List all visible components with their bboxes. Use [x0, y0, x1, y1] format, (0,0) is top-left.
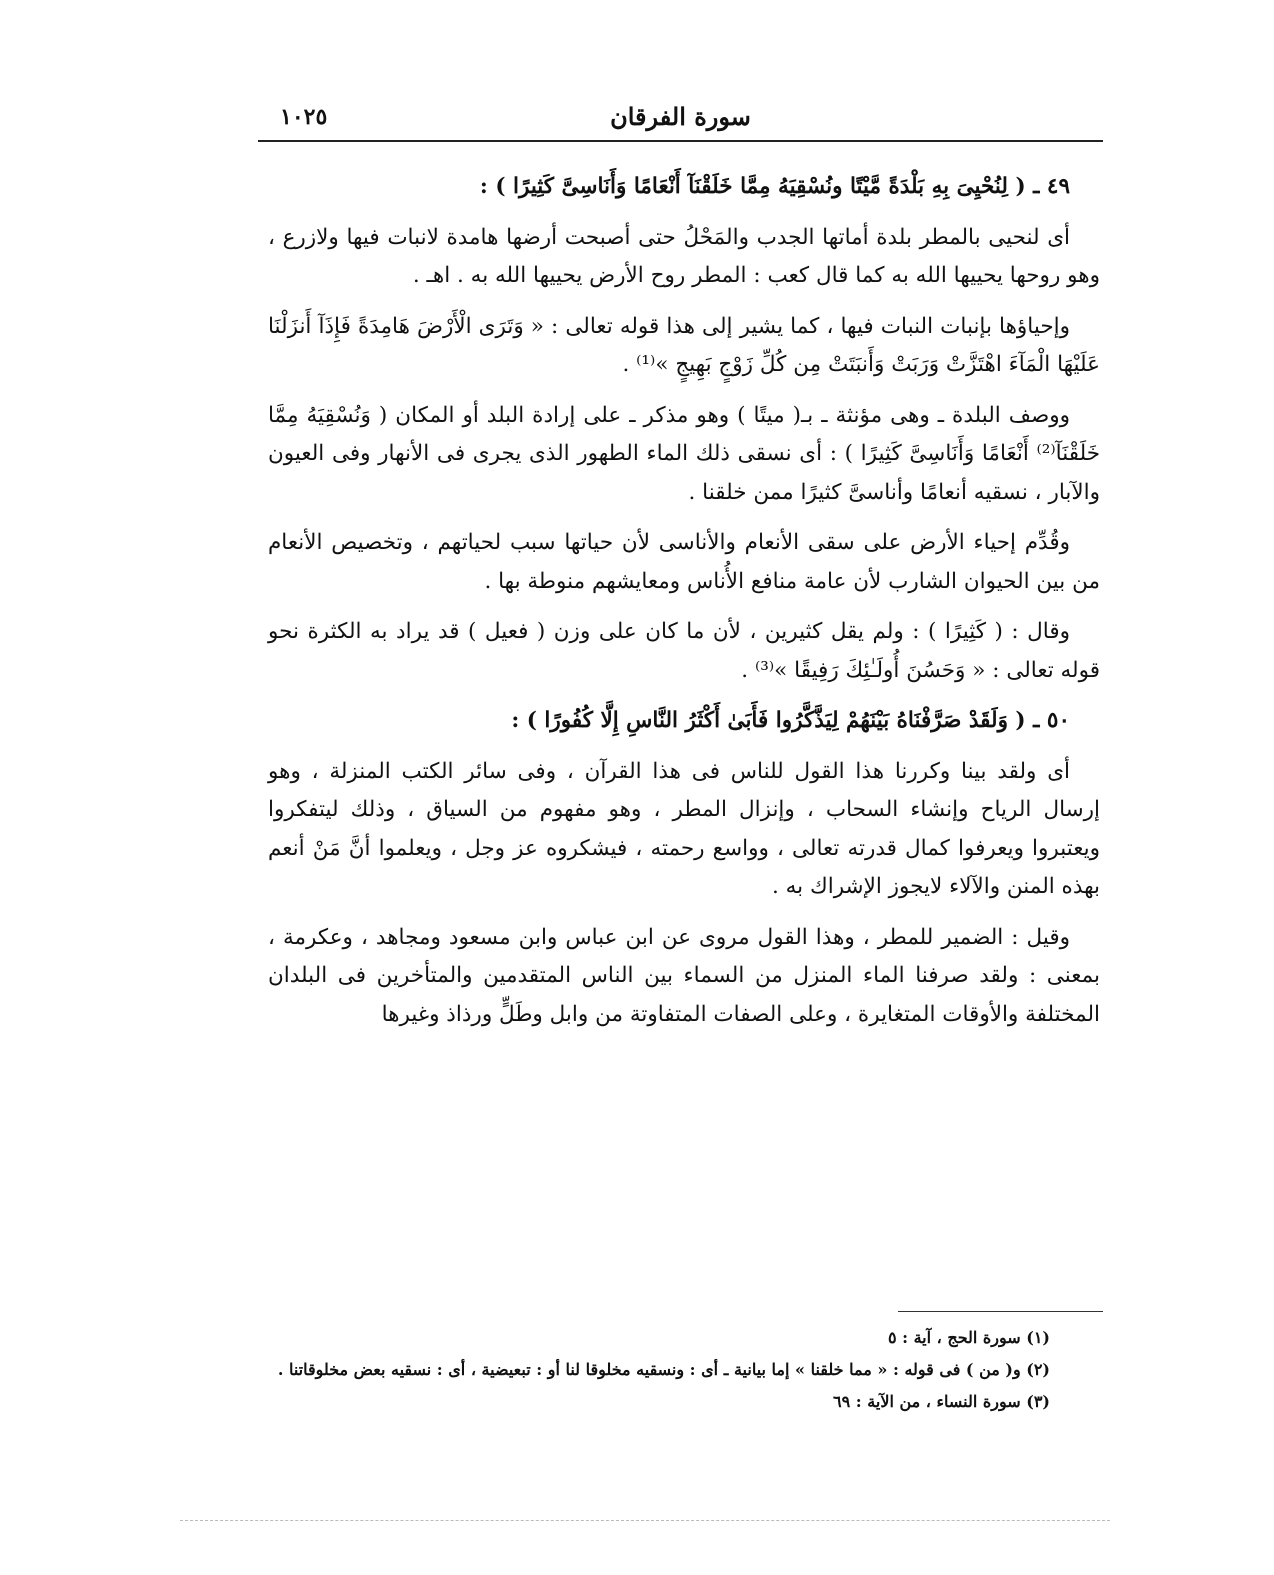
paragraph-5: وقال : ( كَثِيرًا ) : ولم يقل كثيرين ، لأن ما كان على وزن ( فعيل ) قد يراد به الكثرة نحو قوله تعالى : « وَحَسُنَ أُولَـٰئِكَ رَفِيقًا »⁽³⁾ .	[268, 619, 1100, 683]
verse-50-heading: ٥٠ ـ ( وَلَقَدْ صَرَّفْنَاهُ بَيْنَهُمْ لِيَذَّكَّرُوا فَأَبَىٰ أَكْثَرُ النَّاسِ إِلَّا كُفُورًا ) :	[511, 708, 1070, 733]
surah-title: سورة الفرقان	[610, 102, 751, 131]
footnote-2: (٢) و( من ) فى قوله : « مما خلقنا » إما بيانية ـ أى : ونسقيه مخلوقا لنا أو : تبعيضية ، أى : نسقيه بعض مخلوقاتنا .	[277, 1360, 1050, 1379]
footnote-divider	[898, 1311, 1103, 1312]
page-body	[268, 168, 1100, 1046]
verse-49-heading: ٤٩ ـ ( لِنُحْيِىَ بِهِ بَلْدَةً مَّيْتًا ونُسْقِيَهُ مِمَّا خَلَقْنَآ أَنْعَامًا وَأَنَاسِىَّ كَثِيرًا ) :	[479, 174, 1070, 199]
header-divider	[258, 140, 1103, 142]
paragraph-4: وقُدِّم إحياء الأرض على سقى الأنعام والأناسى لأن حياتها سبب لحياتهم ، وتخصيص الأنعام من بين الحيوان الشارب لأن عامة منافع الأُناس ومعايشهم منوطة بها .	[268, 530, 1100, 594]
paragraph-1: أى لنحيى بالمطر بلدة أماتها الجدب والمَحْلُ حتى أصبحت أرضها هامدة لانبات فيها ولازرع ، وهو روحها يحييها الله به كما قال كعب : المطر روح الأرض يحييها الله به . اهـ .	[268, 224, 1100, 288]
paragraph-7: أى ولقد بينا وكررنا هذا القول للناس فى هذا القرآن ، وفى سائر الكتب المنزلة ، وهو إرسال الرياح وإنشاء السحاب ، وإنزال المطر ، وهو مفهوم من السياق ، وذلك ليتفكروا ويعتبروا ويعرفوا كمال قدرته تعالى ، وواسع رحمته ، فيشكروه عز وجل ، ويعلموا أنَّ مَنْ أنعم بهذه المنن والآلاء لايجوز الإشراك به .	[268, 758, 1100, 899]
paragraph-8: وقيل : الضمير للمطر ، وهذا القول مروى عن ابن عباس وابن مسعود ومجاهد ، وعكرمة ، بمعنى : ولقد صرفنا الماء المنزل من السماء بين الناس المتقدمين والمتأخرين فى البلدان المختلفة والأوقات المتغايرة ، وعلى الصفات المتفاوتة من وابل وطَلٍّ ورذاذ وغيرها	[268, 924, 1100, 1027]
paragraph-2: وإحياؤها بإنبات النبات فيها ، كما يشير إلى هذا قوله تعالى : « وَتَرَى الْأَرْضَ هَامِدَةً فَإِذَآ أَنزَلْنَا عَلَيْهَا الْمَآءَ اهْتَزَّتْ وَرَبَتْ وَأَنبَتَتْ مِن كُلِّ زَوْجٍ بَهِيجٍ »⁽¹⁾ .	[268, 313, 1100, 377]
footnotes	[268, 1322, 1098, 1418]
page-number: ١٠٢٥	[280, 104, 328, 130]
scan-edge-line	[180, 1520, 1110, 1521]
paragraph-3: ووصف البلدة ـ وهى مؤنثة ـ بـ( ميتًا ) وهو مذكر ـ على إرادة البلد أو المكان ( وَنُسْقِيَهُ مِمَّا خَلَقْنَآ⁽²⁾ أَنْعَامًا وَأَنَاسِىَّ كَثِيرًا ) : أى نسقى ذلك الماء الطهور الذى يجرى فى الأنهار وفى العيون والآبار ، نسقيه أنعامًا وأناسىَّ كثيرًا ممن خلقنا .	[268, 402, 1100, 505]
footnote-3: (٣) سورة النساء ، من الآية : ٦٩	[833, 1392, 1050, 1411]
page-header	[258, 100, 1103, 140]
footnote-1: (١) سورة الحج ، آية : ٥	[887, 1328, 1050, 1347]
